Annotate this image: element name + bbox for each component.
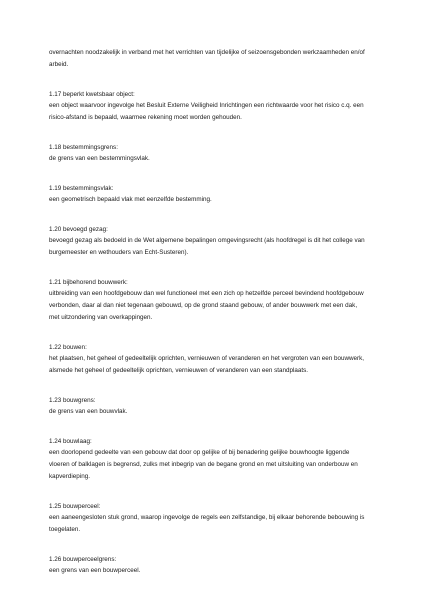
definition-body <box>49 153 389 165</box>
intro-line: arbeid. <box>49 61 69 68</box>
definition-body <box>49 565 389 577</box>
definition-line: een doorlopend gedeelte van een gebouw dat door op gelijke of bij benadering gelijke bouwhoogte liggende <box>49 449 350 456</box>
definition-1-24 <box>49 436 389 483</box>
definition-term: 1.20 bevoegd gezag: <box>49 226 108 233</box>
definition-line: kapverdieping. <box>49 473 90 480</box>
definition-term: 1.21 bijbehorend bouwwerk: <box>49 279 128 286</box>
definition-1-26 <box>49 554 389 577</box>
definition-term: 1.17 beperkt kwetsbaar object: <box>49 91 135 98</box>
definition-line: een object waarvoor ingevolge het Besluit Externe Veiligheid Inrichtingen een richtwaarde voor het risico c.q. een <box>49 102 364 109</box>
definition-term: 1.19 bestemmingsvlak: <box>49 185 114 192</box>
definition-line: burgemeester en wethouders van Echt-Susteren). <box>49 249 189 256</box>
definition-1-23 <box>49 395 389 418</box>
definition-line: de grens van een bouwvlak. <box>49 408 128 415</box>
definition-1-17 <box>49 89 389 124</box>
definition-term: 1.26 bouwperceelgrens: <box>49 556 117 563</box>
definition-body <box>49 100 389 124</box>
definition-body <box>49 194 389 206</box>
definition-body <box>49 353 389 377</box>
definition-line: vloeren of balklagen is begrensd, zulks met inbegrip van de begane grond en met uitsluiting van onderbouw en <box>49 461 358 468</box>
definition-1-21 <box>49 277 389 324</box>
definition-body <box>49 406 389 418</box>
definition-line: een aaneengesloten stuk grond, waarop ingevolge de regels een zelfstandige, bij elkaar behorende bebouwing is <box>49 514 365 521</box>
intro-line: overnachten noodzakelijk in verband met het verrichten van tijdelijke of seizoensgebonden werkzaamheden en/of <box>49 49 365 56</box>
definition-1-22 <box>49 342 389 377</box>
definition-body <box>49 512 389 536</box>
definition-line: verbonden, daar al dan niet tegenaan gebouwd, op de grond staand gebouw, of ander bouwwerk met een dak, <box>49 302 358 309</box>
document-page <box>49 47 389 595</box>
definition-term: 1.22 bouwen: <box>49 344 87 351</box>
definition-line: risico-afstand is bepaald, waarmee rekening moet worden gehouden. <box>49 114 242 121</box>
intro-paragraph <box>49 47 389 71</box>
definition-body <box>49 288 389 324</box>
definition-body <box>49 235 389 259</box>
definition-line: bevoegd gezag als bedoeld in de Wet algemene bepalingen omgevingsrecht (als hoofdregel is dit het college van <box>49 237 365 244</box>
definition-term: 1.23 bouwgrens: <box>49 397 96 404</box>
definition-line: alsmede het geheel of gedeeltelijk oprichten, vernieuwen of veranderen van een standplaats. <box>49 367 309 374</box>
definition-1-19 <box>49 183 389 206</box>
definition-term: 1.24 bouwlaag: <box>49 438 92 445</box>
definition-1-25 <box>49 501 389 536</box>
definition-body <box>49 447 389 483</box>
definition-line: toegelaten. <box>49 526 81 533</box>
definition-line: met uitzondering van overkappingen. <box>49 314 153 321</box>
definition-1-18 <box>49 142 389 165</box>
definition-line: een grens van een bouwperceel. <box>49 567 141 574</box>
definition-line: het plaatsen, het geheel of gedeeltelijk oprichten, vernieuwen of veranderen en het vergroten van een bouwwerk, <box>49 355 365 362</box>
definition-line: uitbreiding van een hoofdgebouw dan wel functioneel met een zich op hetzelfde perceel bevindend hoofdgebouw <box>49 290 364 297</box>
definition-term: 1.25 bouwperceel: <box>49 503 101 510</box>
definition-line: de grens van een bestemmingsvlak. <box>49 155 150 162</box>
definition-term: 1.18 bestemmingsgrens: <box>49 144 118 151</box>
definition-line: een geometrisch bepaald vlak met eenzelfde bestemming. <box>49 196 212 203</box>
definition-1-20 <box>49 224 389 259</box>
